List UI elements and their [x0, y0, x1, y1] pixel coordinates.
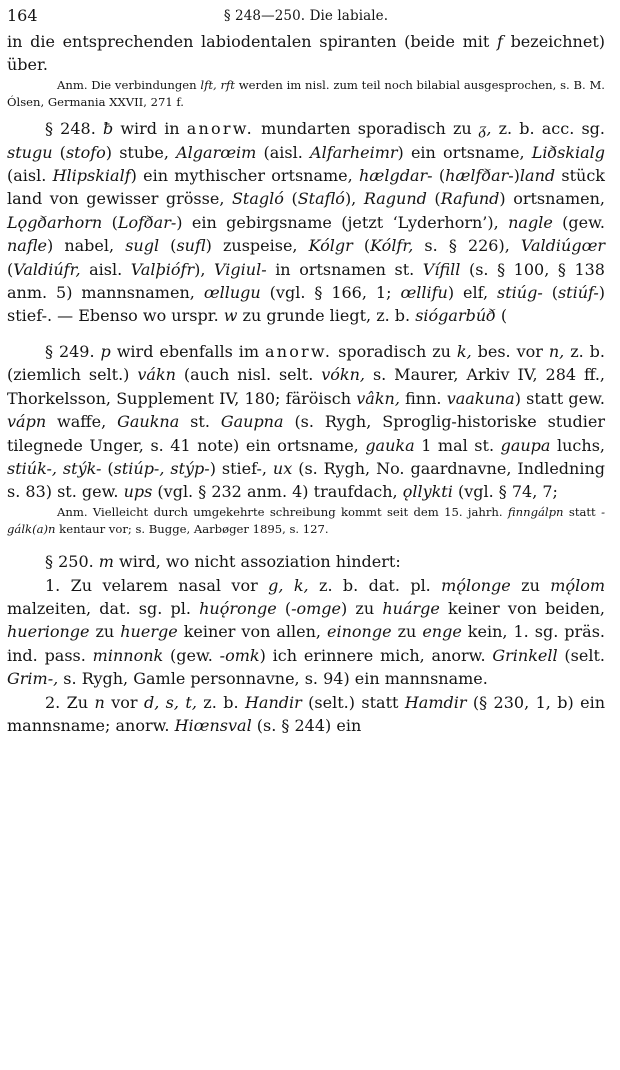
running-title: § 248—250. Die labiale. — [223, 8, 389, 24]
note-label: Anm. — [57, 504, 88, 519]
note-label: Anm. — [57, 77, 88, 92]
section-248: § 248. ƀ wird in anorw. mundarten sporadisch zu ᵹ, z. b. acc. sg. stugu (stofo) stube, Algarœim (aisl. Alfarheimr) ein ortsname, Liðskialg (aisl. Hlipskialf) ein mythischer ortsname, hælgdar- (hælfðar-)land stück land von gewisser grösse, Stagló (Stafló), Ragund (Rafund) ortsnamen, Lǫgðarhorn (Lofðar-) ein gebirgsname (jetzt ‘Lyderhorn’), nagle (gew. nafle) nabel, sugl (sufl) zuspeise, Kólgr (Kólfr, s. § 226), Valdiúgœr (Valdiúfr, aisl. Valþiófr), Vigiul- in ortsnamen st. Vífill (s. § 100, § 138 anm. 5) mannsnamen, œllugu (vgl. § 166, 1; œllifu) elf, stiúg- (stiúf-) stief-. — Ebenso wo urspr. w zu grunde liegt, z. b. siógarbúð ( — [7, 119, 606, 326]
page-number: 164 — [7, 6, 38, 25]
section-250-intro: § 250. m wird, wo nicht assoziation hindert: — [45, 552, 401, 572]
section-250-item-1: 1. Zu velarem nasal vor g, k, z. b. dat. pl. mǫ́longe zu mǫ́lom malzeiten, dat. sg. pl. huǫ́ronge (-omge) zu huárge keiner von beiden, huerionge zu huerge keiner von allen, einonge zu enge kein, 1. sg. präs. ind. pass. minnonk (gew. -omk) ich erinnere mich, anorw. Grinkell (selt. Grim-, s. Rygh, Gamle personnavne, s. 94) ein mannsname. — [7, 575, 606, 689]
page — [7, 6, 605, 737]
section-250-item-2: 2. Zu n vor d, s, t, z. b. Handir (selt.) statt Hamdir (§ 230, 1, b) ein mannsname; anorw. Hiœnsval (s. § 244) ein — [7, 692, 606, 735]
note-2: Anm. Vielleicht durch umgekehrte schreibung kommt seit dem 15. jahrh. finngálpn statt -gálk(a)n kentaur vor; s. Bugge, Aarbøger 1895, s. 127. — [7, 504, 605, 536]
section-249: § 249. p wird ebenfalls im anorw. sporadisch zu k, bes. vor n, z. b. (ziemlich selt.) vákn (auch nisl. selt. vókn, s. Maurer, Arkiv IV, 284 ff., Thorkelsson, Supplement IV, 180; färöisch vâkn, finn. vaakuna) statt gew. vápn waffe, Gaukna st. Gaupna (s. Rygh, Sproglig-historiske studier tilegnede Unger, s. 41 note) ein ortsname, gauka 1 mal st. gaupa luchs, stiúk-, stýk- (stiúp-, stýp-) stief-, ux (s. Rygh, No. gaardnavne, Indledning s. 83) st. gew. ups (vgl. § 232 anm. 4) traufdach, ǫllykti (vgl. § 74, 7; — [7, 341, 606, 502]
intro-paragraph: in die entsprechenden labiodentalen spiranten (beide mit f bezeichnet) über. — [7, 32, 606, 75]
note-1: Anm. Die verbindungen lft, rft werden im nisl. zum teil noch bilabial ausgesprochen, s. B. M. Ólsen, Germania XXVII, 271 f. — [7, 77, 605, 110]
page-header — [7, 6, 605, 30]
